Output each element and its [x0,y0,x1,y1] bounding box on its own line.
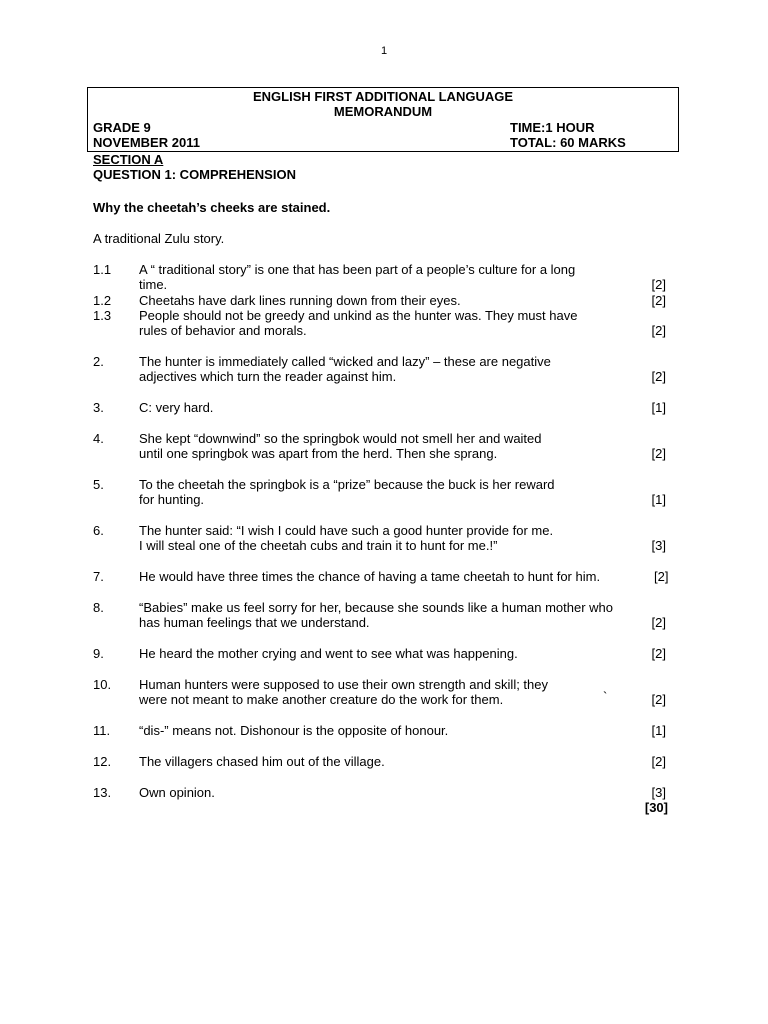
answer-text: The hunter said: “I wish I could have such a good hunter provide for me. [139,523,554,538]
answer-text: until one springbok was apart from the herd. Then she sprang. [139,446,498,461]
answer-number: 10. [93,677,112,692]
answer-text: A “ traditional story” is one that has been part of a people’s culture for a long [139,262,576,277]
answer-text: He would have three times the chance of having a tame cheetah to hunt for him. [139,569,601,584]
answer-text: Human hunters were supposed to use their own strength and skill; they [139,677,549,692]
answer-mark: [2] [651,369,666,384]
answer-text: “dis-” means not. Dishonour is the opposite of honour. [139,723,449,738]
answer-number: 1.3 [93,308,112,323]
time-label: TIME:1 HOUR [510,120,595,135]
answer-mark: [2] [651,646,666,661]
answer-text: The hunter is immediately called “wicked and lazy” – these are negative [139,354,551,369]
answer-mark: [2] [651,323,666,338]
answer-text: C: very hard. [139,400,214,415]
answer-number: 11. [93,723,111,738]
answer-mark: [2] [651,754,666,769]
answer-number: 3. [93,400,104,415]
answer-mark: [2] [651,692,666,707]
section-total: [30] [644,800,668,815]
answer-number: 5. [93,477,104,492]
exam-date: NOVEMBER 2011 [93,135,200,150]
answer-mark: [2] [654,569,669,584]
question-heading: QUESTION 1: COMPREHENSION [93,167,296,182]
answer-number: 9. [93,646,104,661]
answer-mark: [3] [651,538,666,553]
grade-label: GRADE 9 [93,120,151,135]
answer-text: for hunting. [139,492,205,507]
answer-text: rules of behavior and morals. [139,323,307,338]
answer-number: 2. [93,354,104,369]
answer-text: She kept “downwind” so the springbok would not smell her and waited [139,431,542,446]
answer-text: People should not be greedy and unkind as the hunter was. They must have [139,308,578,323]
answer-mark: [2] [651,293,666,308]
answer-text: Own opinion. [139,785,215,800]
answer-number: 12. [93,754,112,769]
answer-mark: [1] [651,723,666,738]
answer-text: To the cheetah the springbok is a “prize” because the buck is her reward [139,477,555,492]
stray-mark: ` [603,689,608,704]
answer-mark: [1] [651,400,666,415]
answer-mark: [2] [651,615,666,630]
answer-number: 1.2 [93,293,112,308]
passage-title: Why the cheetah’s cheeks are stained. [93,200,331,215]
answer-number: 7. [93,569,104,584]
answer-number: 6. [93,523,104,538]
document-title: ENGLISH FIRST ADDITIONAL LANGUAGE [253,89,513,104]
answer-number: 4. [93,431,104,446]
answer-mark: [3] [651,785,666,800]
answer-text: were not meant to make another creature do the work for them. [139,692,504,707]
answer-mark: [2] [651,277,666,292]
answer-number: 8. [93,600,104,615]
answer-text: has human feelings that we understand. [139,615,370,630]
total-marks: TOTAL: 60 MARKS [510,135,626,150]
section-heading: SECTION A [93,152,164,167]
answer-text: Cheetahs have dark lines running down from their eyes. [139,293,461,308]
answer-text: “Babies” make us feel sorry for her, because she sounds like a human mother who [139,600,614,615]
passage-note: A traditional Zulu story. [93,231,225,246]
answer-number: 1.1 [93,262,112,277]
answer-text: adjectives which turn the reader against him. [139,369,397,384]
page-number: 1 [380,45,388,57]
answer-text: I will steal one of the cheetah cubs and train it to hunt for me.!” [139,538,498,553]
answer-text: He heard the mother crying and went to see what was happening. [139,646,518,661]
answer-mark: [2] [651,446,666,461]
document-subtitle: MEMORANDUM [333,104,433,119]
answer-number: 13. [93,785,112,800]
answer-text: time. [139,277,168,292]
answer-text: The villagers chased him out of the village. [139,754,385,769]
answer-mark: [1] [651,492,666,507]
